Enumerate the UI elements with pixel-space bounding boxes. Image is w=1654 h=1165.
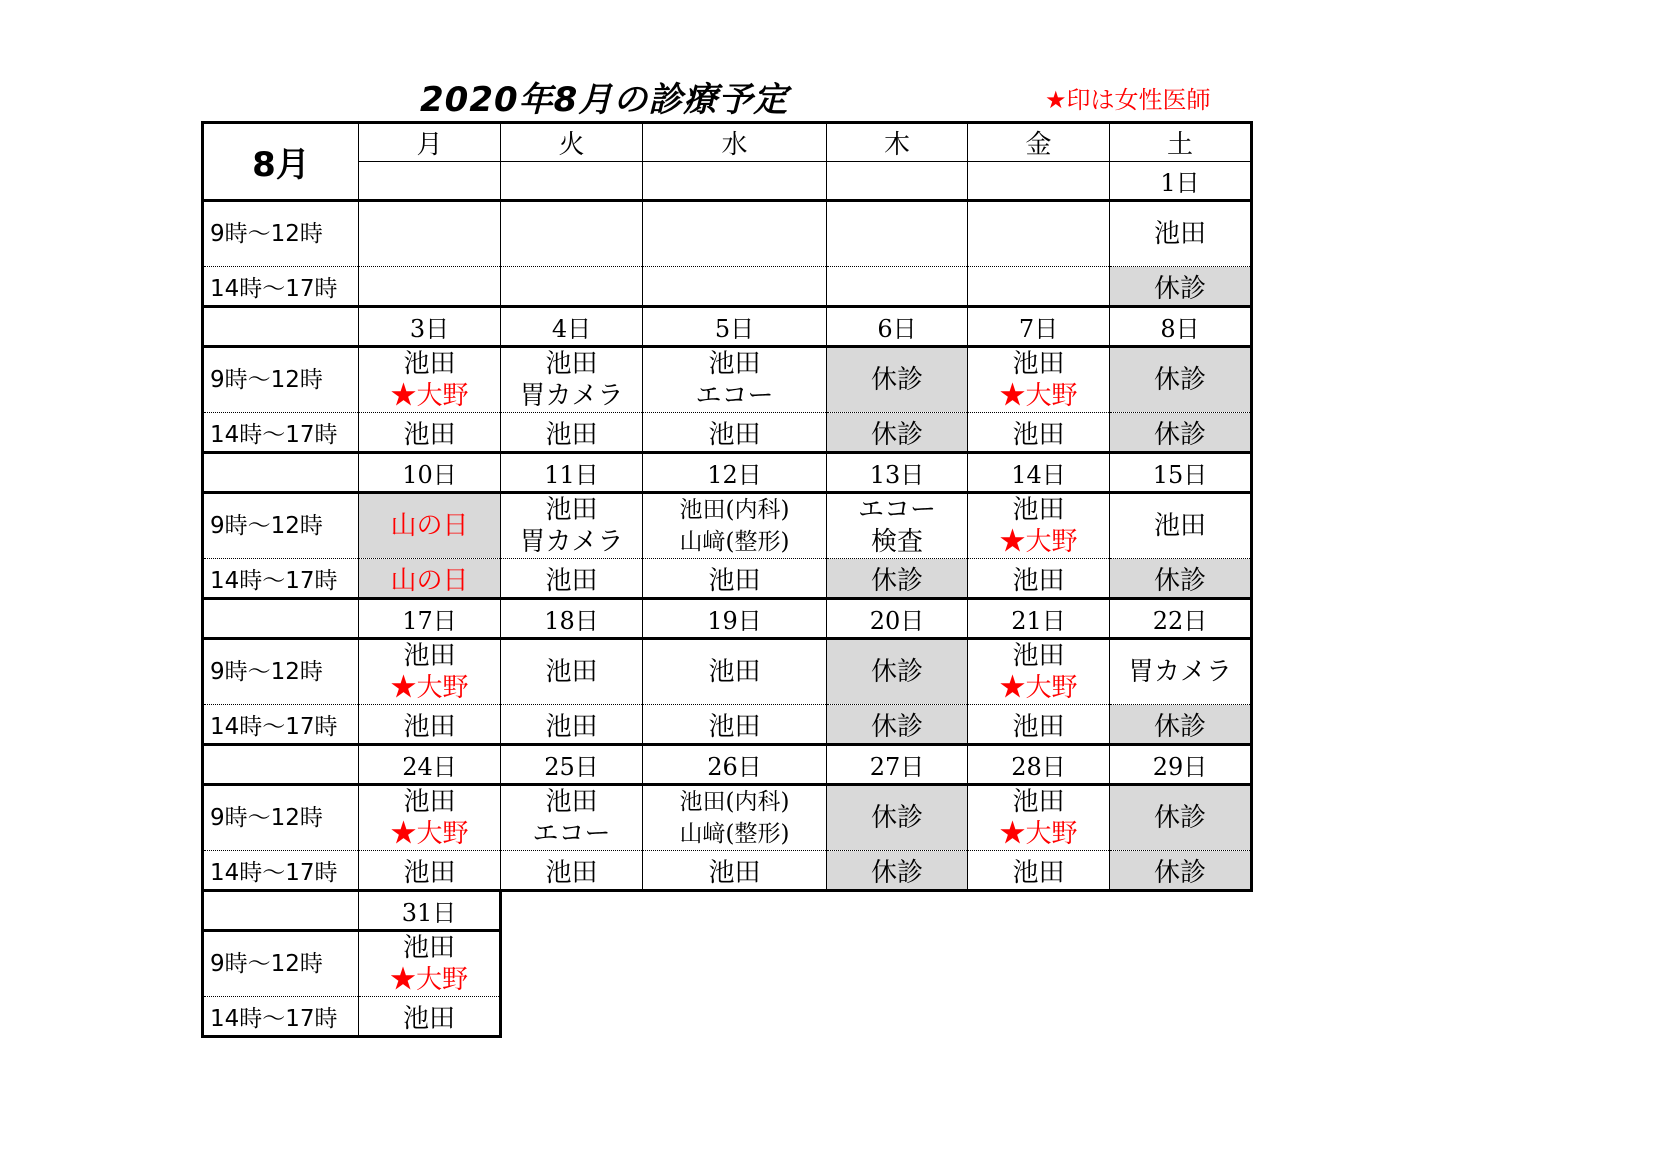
morning-row — [203, 347, 1252, 413]
date-cell: 22日 — [1110, 599, 1252, 639]
afternoon-row — [203, 559, 1252, 599]
date-cell: 4日 — [501, 307, 643, 347]
schedule-entry: 池田 — [545, 857, 598, 888]
date-cell: 3日 — [359, 307, 501, 347]
schedule-entry: 池田 — [1012, 641, 1065, 671]
schedule-entry: 池田 — [403, 419, 456, 450]
date-cell: 17日 — [359, 599, 501, 639]
date-cell: 14日 — [968, 453, 1110, 493]
morning-cell — [1110, 201, 1252, 267]
schedule-entry: 池田 — [545, 349, 598, 379]
afternoon-cell — [968, 267, 1110, 307]
date-row — [203, 745, 1252, 785]
schedule-entry: 池田 — [708, 711, 761, 742]
weekday-header: 金 — [968, 123, 1110, 162]
morning-cell — [501, 639, 643, 705]
weekday-row — [203, 123, 1252, 162]
morning-cell — [643, 493, 827, 559]
afternoon-label: 14時～17時 — [203, 705, 359, 745]
date-cell: 28日 — [968, 745, 1110, 785]
schedule-entry: 池田 — [1012, 349, 1065, 379]
empty-cell — [968, 931, 1110, 997]
morning-cell — [643, 347, 827, 413]
schedule-entry: エコー — [695, 381, 774, 411]
afternoon-cell — [359, 997, 501, 1037]
schedule-entry: 池田 — [1012, 787, 1065, 817]
afternoon-cell — [359, 559, 501, 599]
morning-row — [203, 931, 1252, 997]
morning-cell — [501, 493, 643, 559]
date-cell: 19日 — [643, 599, 827, 639]
afternoon-cell — [968, 413, 1110, 453]
weekday-header: 火 — [501, 123, 643, 162]
morning-cell — [359, 639, 501, 705]
afternoon-cell — [359, 851, 501, 891]
afternoon-cell — [359, 413, 501, 453]
morning-label: 9時～12時 — [203, 931, 359, 997]
schedule-entry: ★大野 — [390, 673, 469, 703]
afternoon-cell — [1110, 559, 1252, 599]
schedule-entry: 池田 — [545, 657, 598, 687]
afternoon-cell — [643, 413, 827, 453]
morning-cell — [968, 639, 1110, 705]
schedule-entry: 休診 — [1153, 711, 1206, 742]
schedule-entry: ★大野 — [390, 381, 469, 411]
morning-cell — [827, 639, 968, 705]
schedule-entry: 池田 — [402, 933, 455, 963]
empty-cell — [827, 891, 968, 931]
schedule-entry: ★大野 — [389, 965, 468, 995]
schedule-entry: 池田(内科) — [679, 497, 790, 523]
date-cell: 13日 — [827, 453, 968, 493]
afternoon-cell — [643, 559, 827, 599]
schedule-entry: 休診 — [1153, 857, 1206, 888]
morning-label: 9時～12時 — [203, 639, 359, 705]
schedule-entry: 池田 — [708, 565, 761, 596]
empty-cell — [643, 997, 827, 1037]
date-cell — [968, 162, 1110, 201]
afternoon-label: 14時～17時 — [203, 559, 359, 599]
schedule-entry: 休診 — [1153, 565, 1206, 596]
empty-cell — [643, 891, 827, 931]
date-cell: 20日 — [827, 599, 968, 639]
date-row-label — [203, 453, 359, 493]
date-cell — [501, 162, 643, 201]
schedule-entry: 休診 — [1153, 365, 1206, 395]
schedule-entry: 胃カメラ — [1127, 657, 1232, 687]
date-cell: 1日 — [1110, 162, 1252, 201]
afternoon-row — [203, 267, 1252, 307]
schedule-entry: 山﨑(整形) — [679, 821, 790, 847]
empty-cell — [501, 997, 643, 1037]
afternoon-cell — [968, 559, 1110, 599]
afternoon-cell — [643, 705, 827, 745]
schedule-entry: ★大野 — [999, 527, 1078, 557]
date-cell: 7日 — [968, 307, 1110, 347]
schedule-entry: 池田 — [708, 349, 761, 379]
afternoon-cell — [827, 267, 968, 307]
date-cell: 21日 — [968, 599, 1110, 639]
schedule-entry: 池田 — [403, 349, 456, 379]
date-cell: 8日 — [1110, 307, 1252, 347]
schedule-entry: 池田 — [402, 1003, 455, 1034]
afternoon-label: 14時～17時 — [203, 851, 359, 891]
afternoon-cell — [359, 705, 501, 745]
afternoon-cell — [827, 851, 968, 891]
date-cell: 6日 — [827, 307, 968, 347]
schedule-entry: 池田 — [403, 641, 456, 671]
schedule-entry: 池田 — [1012, 857, 1065, 888]
afternoon-cell — [968, 851, 1110, 891]
morning-cell — [643, 785, 827, 851]
date-row — [203, 162, 1252, 201]
date-row-label — [203, 599, 359, 639]
schedule-entry: 休診 — [1153, 273, 1206, 304]
empty-cell — [968, 997, 1110, 1037]
month-label: 8月 — [203, 123, 359, 201]
date-row-label — [203, 745, 359, 785]
morning-cell — [1110, 347, 1252, 413]
date-row — [203, 453, 1252, 493]
morning-cell — [827, 785, 968, 851]
afternoon-cell — [501, 267, 643, 307]
schedule-entry: 山﨑(整形) — [679, 529, 790, 555]
female-doctor-note: ★印は女性医師 — [1045, 86, 1211, 114]
schedule-entry: 休診 — [870, 419, 923, 450]
schedule-entry: 池田 — [545, 495, 598, 525]
schedule-entry: 池田 — [1012, 565, 1065, 596]
schedule-entry: 池田 — [708, 419, 761, 450]
morning-cell — [359, 347, 501, 413]
morning-cell — [827, 493, 968, 559]
schedule-entry: 休診 — [870, 857, 923, 888]
morning-row — [203, 639, 1252, 705]
schedule-entry: 休診 — [870, 657, 923, 687]
date-cell: 15日 — [1110, 453, 1252, 493]
date-cell — [643, 162, 827, 201]
morning-label: 9時～12時 — [203, 493, 359, 559]
schedule-entry: エコー — [857, 495, 936, 525]
morning-row — [203, 493, 1252, 559]
afternoon-cell — [643, 851, 827, 891]
schedule-entry: 池田 — [708, 857, 761, 888]
afternoon-cell — [827, 705, 968, 745]
schedule-entry: 休診 — [870, 565, 923, 596]
afternoon-cell — [827, 559, 968, 599]
morning-cell — [359, 201, 501, 267]
afternoon-row — [203, 413, 1252, 453]
empty-cell — [501, 891, 643, 931]
morning-cell — [1110, 639, 1252, 705]
morning-cell — [968, 785, 1110, 851]
empty-cell — [643, 931, 827, 997]
afternoon-cell — [1110, 267, 1252, 307]
schedule-entry: 胃カメラ — [519, 381, 624, 411]
schedule-entry: ★大野 — [390, 819, 469, 849]
page-title: 2020年8月の診療予定 — [420, 80, 789, 120]
morning-label: 9時～12時 — [203, 201, 359, 267]
afternoon-row — [203, 997, 1252, 1037]
morning-cell — [501, 201, 643, 267]
afternoon-label: 14時～17時 — [203, 413, 359, 453]
schedule-entry: ★大野 — [999, 673, 1078, 703]
afternoon-cell — [501, 413, 643, 453]
morning-cell — [968, 493, 1110, 559]
date-cell: 10日 — [359, 453, 501, 493]
schedule-entry: 池田 — [403, 857, 456, 888]
empty-cell — [501, 931, 643, 997]
schedule-entry: 池田 — [1012, 419, 1065, 450]
date-row — [203, 307, 1252, 347]
schedule-entry: 池田 — [1012, 495, 1065, 525]
schedule-entry: エコー — [532, 819, 611, 849]
weekday-header: 木 — [827, 123, 968, 162]
date-cell: 29日 — [1110, 745, 1252, 785]
afternoon-row — [203, 705, 1252, 745]
schedule-entry: 休診 — [1153, 803, 1206, 833]
date-row-label — [203, 891, 359, 931]
morning-label: 9時～12時 — [203, 347, 359, 413]
date-row-label — [203, 307, 359, 347]
schedule-entry: 池田 — [403, 787, 456, 817]
afternoon-cell — [501, 559, 643, 599]
date-cell: 25日 — [501, 745, 643, 785]
schedule-entry: ★大野 — [999, 819, 1078, 849]
afternoon-cell — [968, 705, 1110, 745]
morning-cell — [501, 785, 643, 851]
schedule-entry: 検査 — [870, 527, 923, 557]
afternoon-cell — [501, 851, 643, 891]
schedule-entry: 池田 — [708, 657, 761, 687]
empty-cell — [1110, 891, 1252, 931]
morning-cell — [968, 201, 1110, 267]
date-cell: 27日 — [827, 745, 968, 785]
afternoon-cell — [643, 267, 827, 307]
date-row — [203, 891, 1252, 931]
empty-cell — [827, 931, 968, 997]
date-cell: 31日 — [359, 891, 501, 931]
weekday-header: 土 — [1110, 123, 1252, 162]
morning-cell — [359, 785, 501, 851]
morning-cell — [968, 347, 1110, 413]
morning-cell — [1110, 493, 1252, 559]
afternoon-cell — [359, 267, 501, 307]
empty-cell — [968, 891, 1110, 931]
schedule-entry: 山の日 — [390, 511, 469, 541]
weekday-header: 水 — [643, 123, 827, 162]
afternoon-cell — [1110, 705, 1252, 745]
schedule-entry: 休診 — [870, 711, 923, 742]
schedule-entry: 池田 — [545, 565, 598, 596]
date-cell: 5日 — [643, 307, 827, 347]
morning-cell — [1110, 785, 1252, 851]
morning-cell — [827, 347, 968, 413]
morning-cell — [643, 639, 827, 705]
date-cell: 11日 — [501, 453, 643, 493]
schedule-entry: 胃カメラ — [519, 527, 624, 557]
date-cell — [359, 162, 501, 201]
afternoon-cell — [827, 413, 968, 453]
date-cell: 18日 — [501, 599, 643, 639]
date-cell: 12日 — [643, 453, 827, 493]
morning-cell — [359, 493, 501, 559]
schedule-table — [201, 121, 1253, 1038]
morning-cell — [359, 931, 501, 997]
schedule-entry: 池田 — [1153, 219, 1206, 249]
date-cell: 24日 — [359, 745, 501, 785]
afternoon-label: 14時～17時 — [203, 997, 359, 1037]
schedule-entry: 池田 — [1153, 511, 1206, 541]
morning-row — [203, 785, 1252, 851]
afternoon-cell — [1110, 413, 1252, 453]
schedule-entry: 休診 — [1153, 419, 1206, 450]
schedule-entry: 休診 — [870, 803, 923, 833]
schedule-entry: 池田 — [545, 711, 598, 742]
schedule-entry: 池田(内科) — [679, 789, 790, 815]
morning-row — [203, 201, 1252, 267]
morning-label: 9時～12時 — [203, 785, 359, 851]
morning-cell — [827, 201, 968, 267]
empty-cell — [827, 997, 968, 1037]
afternoon-cell — [1110, 851, 1252, 891]
afternoon-cell — [501, 705, 643, 745]
afternoon-label: 14時～17時 — [203, 267, 359, 307]
schedule-entry: 池田 — [1012, 711, 1065, 742]
schedule-entry: 池田 — [545, 419, 598, 450]
date-row — [203, 599, 1252, 639]
empty-cell — [1110, 997, 1252, 1037]
morning-cell — [501, 347, 643, 413]
afternoon-row — [203, 851, 1252, 891]
schedule-entry: 池田 — [545, 787, 598, 817]
schedule-entry: ★大野 — [999, 381, 1078, 411]
date-cell — [827, 162, 968, 201]
weekday-header: 月 — [359, 123, 501, 162]
schedule-entry: 山の日 — [390, 565, 469, 596]
schedule-entry: 池田 — [403, 711, 456, 742]
morning-cell — [643, 201, 827, 267]
date-cell: 26日 — [643, 745, 827, 785]
schedule-entry: 休診 — [870, 365, 923, 395]
empty-cell — [1110, 931, 1252, 997]
